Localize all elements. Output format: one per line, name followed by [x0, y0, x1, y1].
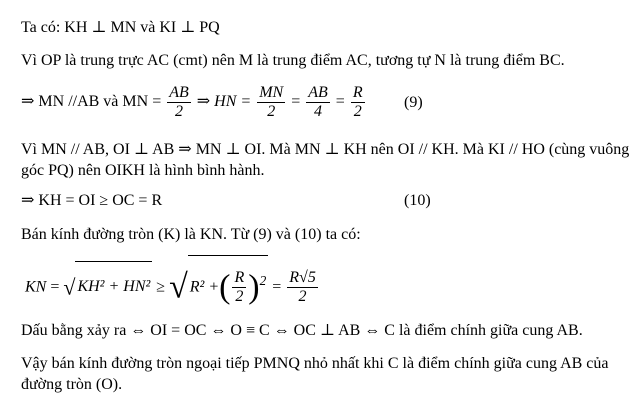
fraction-ab-over-4 [306, 84, 330, 121]
text-line-1: Ta có: KH ⊥ MN và KI ⊥ PQ [21, 19, 220, 36]
r-squared-plus: R² + [189, 278, 220, 296]
fraction-r-root5-over-2 [287, 269, 318, 306]
exponent: 2 [259, 273, 267, 288]
radicand-r: R² +( $\frac{R}{2}$ )$^2$ [188, 255, 268, 313]
fraction-numerator: MN [259, 83, 284, 101]
radical-icon: √ [169, 268, 188, 306]
geq-sign: ≥ [156, 278, 166, 296]
equation-label-10: (10) [404, 192, 431, 209]
fraction-denominator: 2 [298, 288, 307, 306]
text-line-5: Vì MN // AB, OI ⊥ AB ⇒ MN ⊥ OI. Mà MN ⊥ KH nên OI // KH. Mà KI // HO (cùng vuông [21, 141, 630, 158]
fraction-numerator: R [352, 83, 363, 101]
fraction-denominator: 2 [267, 102, 276, 120]
text-line-7: ⇒ KH = OI ≥ OC = R [21, 192, 163, 209]
kn-symbol: KN [25, 278, 47, 296]
text-line-8: Bán kính đường tròn (K) là KN. Từ (9) và (10) ta có: [21, 226, 361, 243]
formula-line-9 [21, 82, 367, 122]
equals-sign: = [50, 278, 60, 296]
fraction-numerator: R [234, 269, 245, 287]
equals-sign: = [291, 93, 301, 110]
equals-sign: = [335, 93, 345, 110]
radical-icon: √ [63, 274, 76, 300]
fraction-numerator: AB [169, 83, 189, 101]
text-line-6: góc PQ) nên OIKH là hình bình hành. [21, 162, 265, 179]
fraction-denominator: 2 [235, 288, 244, 306]
text-line-10: Dấu bằng xảy ra ⇔ OI = OC ⇔ O ≡ C ⇔ OC ⊥ AB ⇔ C là điểm chính giữa cung AB. [21, 322, 583, 339]
text-line-2: Vì OP là trung trực AC (cmt) nên M là trung điểm AC, tương tự N là trung điểm BC. [21, 52, 565, 69]
fraction-denominator: 2 [174, 102, 183, 120]
formula-kn [25, 255, 320, 313]
fraction-denominator: 4 [314, 102, 322, 120]
formula-9-prefix: ⇒ MN //AB và MN = [21, 93, 162, 110]
text-line-11: Vậy bán kính đường tròn ngoại tiếp PMNQ nhỏ nhất khi C là điểm chính giữa cung AB của [21, 355, 609, 372]
formula-9-hn: ⇒ HN = [196, 93, 252, 110]
fraction-mn-over-2 [257, 84, 285, 121]
fraction-ab-over-2 [167, 84, 191, 121]
radicand: KH² + HN² [75, 261, 152, 312]
fraction-denominator: 2 [353, 102, 362, 120]
equation-label-9: (9) [404, 94, 423, 111]
text-line-12: đường tròn (O). [21, 376, 123, 393]
fraction-numerator: AB [308, 83, 328, 101]
fraction-numerator: R√5 [289, 269, 316, 287]
fraction-r-over-2 [351, 84, 365, 121]
equals-sign: = [272, 278, 282, 296]
sqrt-kh-hn [63, 261, 152, 312]
sqrt-r-sum [169, 255, 268, 313]
